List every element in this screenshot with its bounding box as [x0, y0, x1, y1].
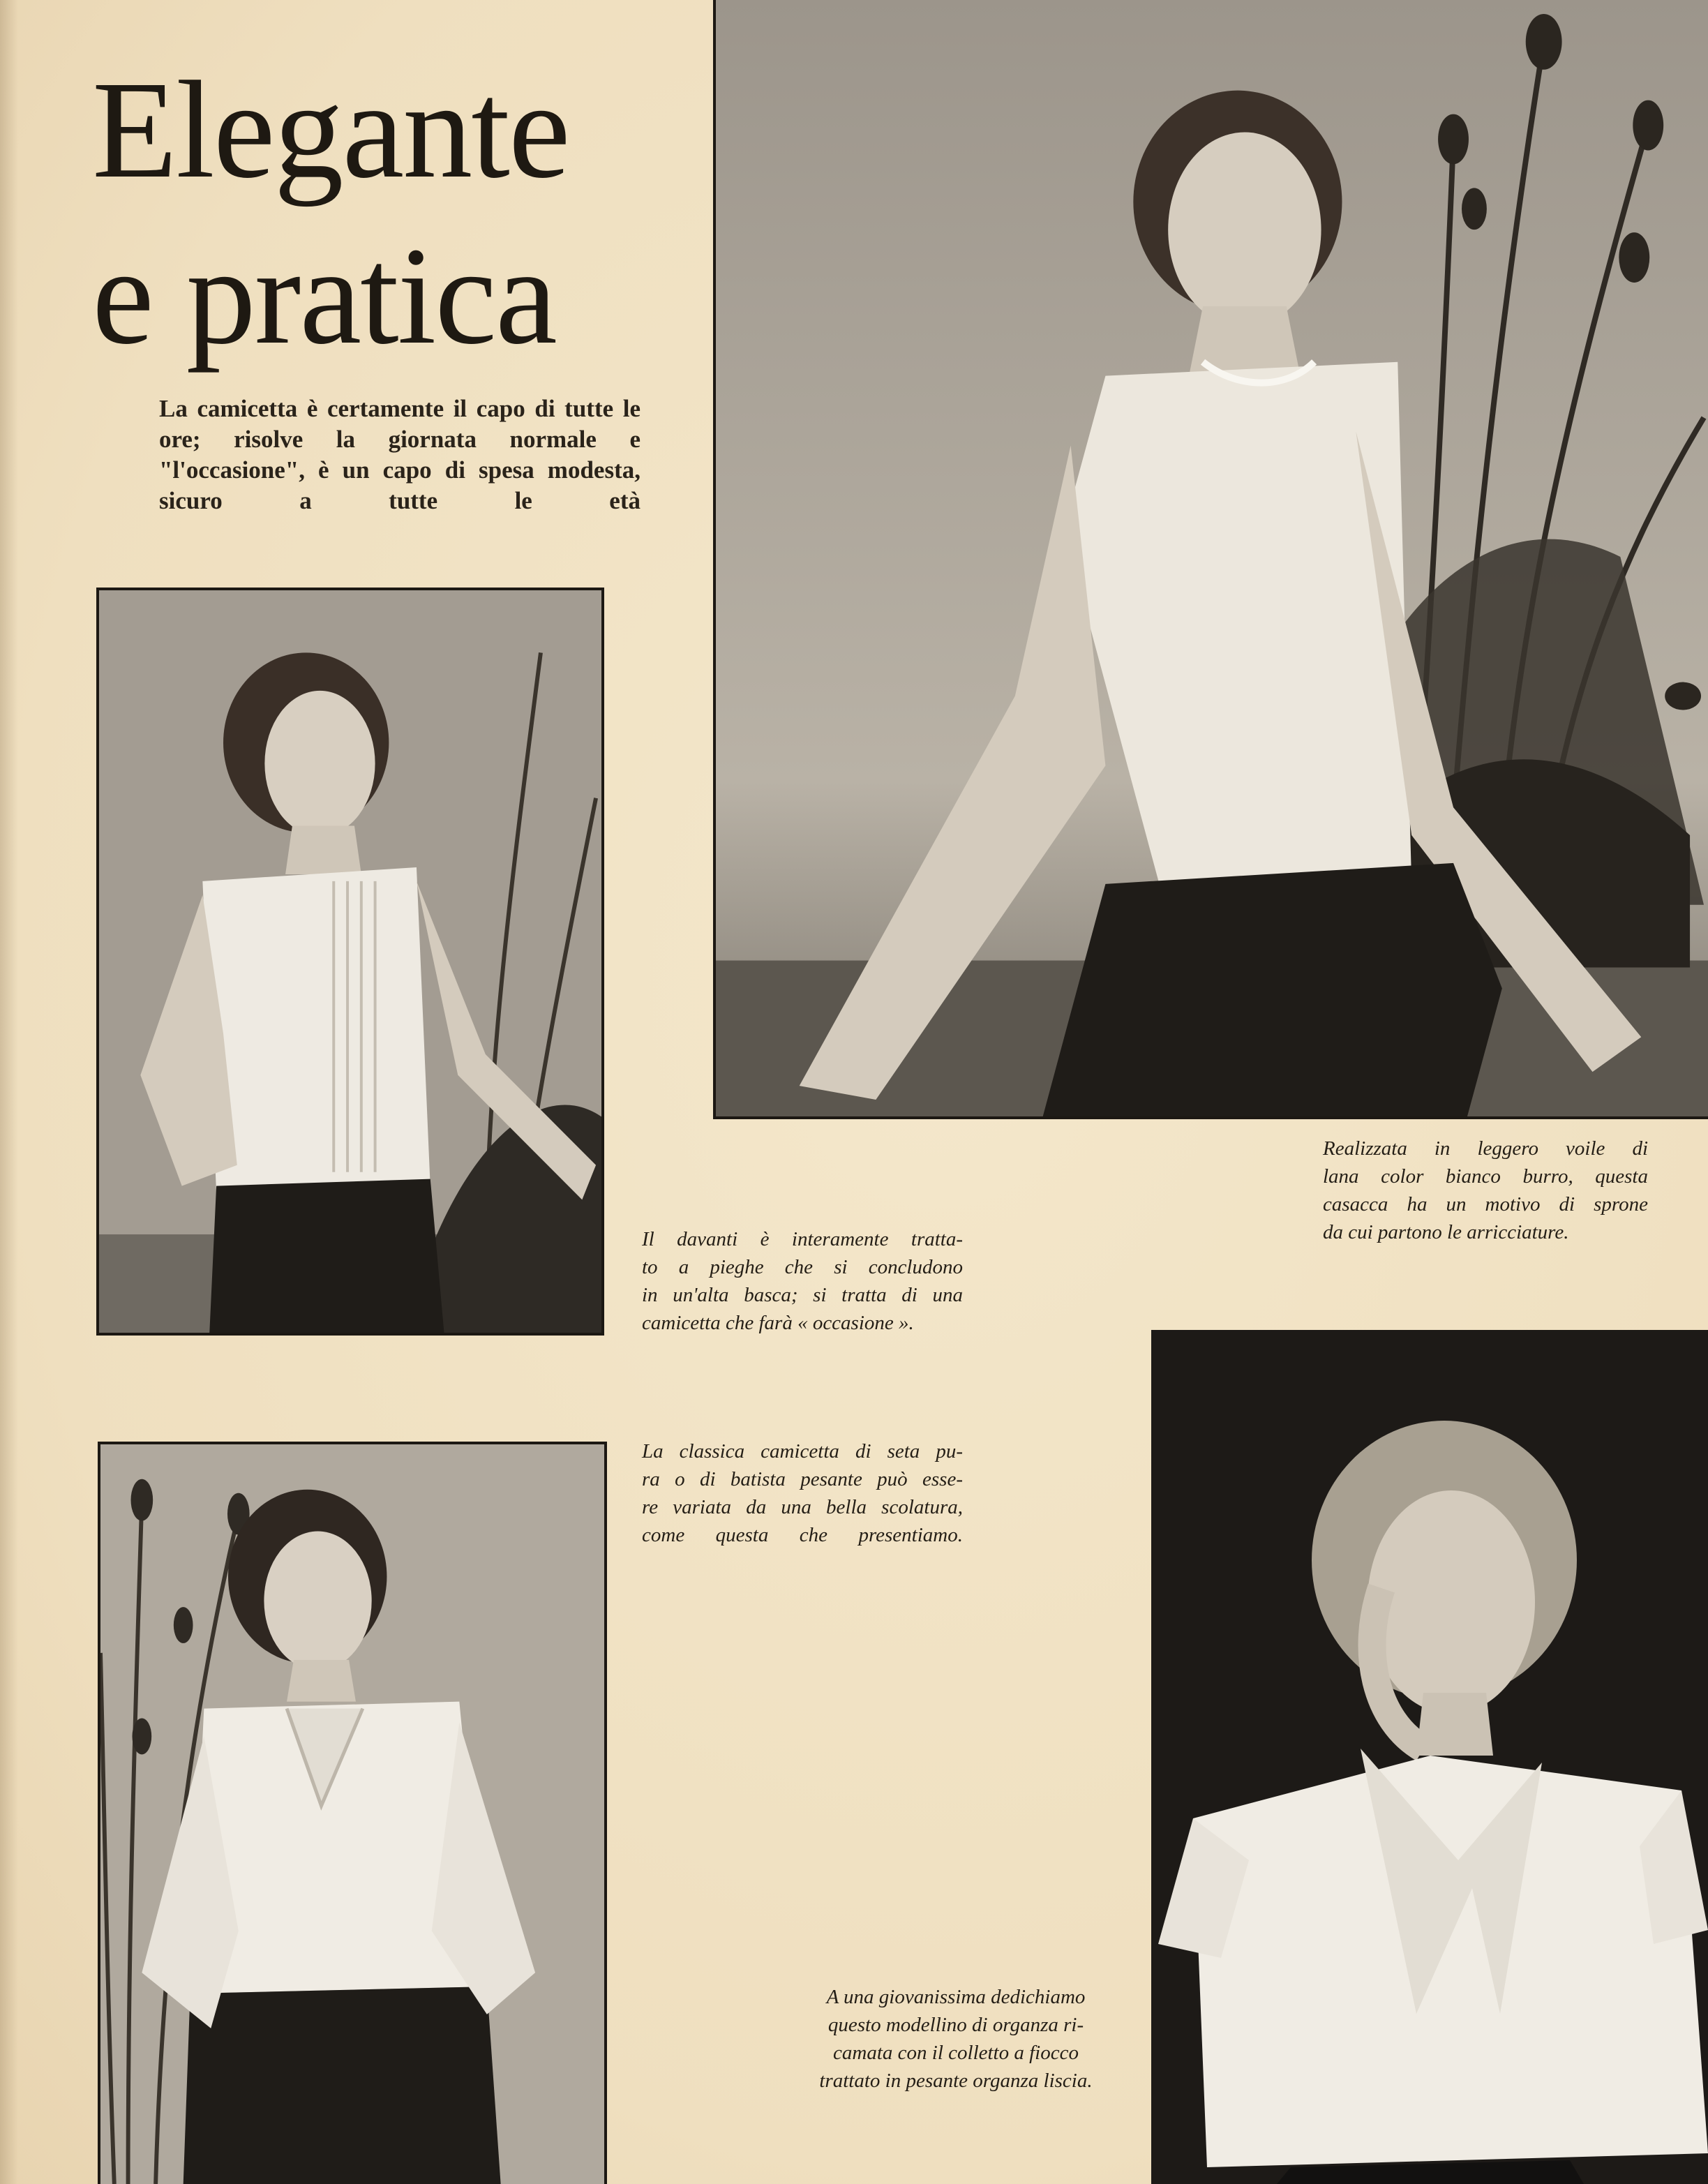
intro-paragraph: La camicetta è certamente il capo di tutte le ore; risolve la giornata normale e "l'occasione", è un capo di spesa modesta, sicuro a tutte le età [159, 395, 640, 514]
caption-line: ra o di batista pesante può esse- [642, 1468, 963, 1490]
caption-line: re variata da una bella scolatura, [642, 1496, 963, 1518]
caption-line: camicetta che farà « occasione ». [642, 1312, 914, 1334]
photo-classic-silk-blouse [98, 1442, 607, 2184]
caption-line: La classica camicetta di seta pu- [642, 1440, 963, 1463]
title-line-1: Elegante [92, 53, 569, 207]
caption-line: in un'alta basca; si tratta di una [642, 1284, 963, 1306]
caption-line: casacca ha un motivo di sprone [1323, 1193, 1648, 1216]
photo-pleated-blouse [96, 588, 604, 1336]
caption-line: trattato in pesante organza liscia. [819, 2070, 1093, 2092]
caption-line: A una giovanissima dedichiamo [826, 1986, 1086, 2008]
caption-pleated-blouse [642, 1225, 963, 1337]
article-title [92, 47, 569, 380]
caption-line: lana color bianco burro, questa [1323, 1165, 1648, 1188]
caption-line: camata con il colletto a fiocco [833, 2042, 1079, 2064]
caption-organza-blouse [795, 1983, 1116, 2095]
caption-line: da cui partono le arricciature. [1323, 1221, 1569, 1243]
photo-seated-model-casacca [713, 0, 1708, 1119]
caption-line: Realizzata in leggero voile di [1323, 1137, 1648, 1160]
page-fold-shadow [0, 0, 18, 2184]
photo-organza-bow-blouse [1151, 1330, 1708, 2184]
caption-line: to a pieghe che si concludono [642, 1256, 963, 1278]
caption-silk-blouse [642, 1437, 963, 1549]
caption-casacca [1323, 1135, 1648, 1246]
title-line-2: e pratica [92, 219, 556, 373]
caption-line: come questa che presentiamo. [642, 1524, 963, 1546]
caption-line: Il davanti è interamente tratta- [642, 1228, 963, 1250]
caption-line: questo modellino di organza ri- [827, 2014, 1084, 2036]
